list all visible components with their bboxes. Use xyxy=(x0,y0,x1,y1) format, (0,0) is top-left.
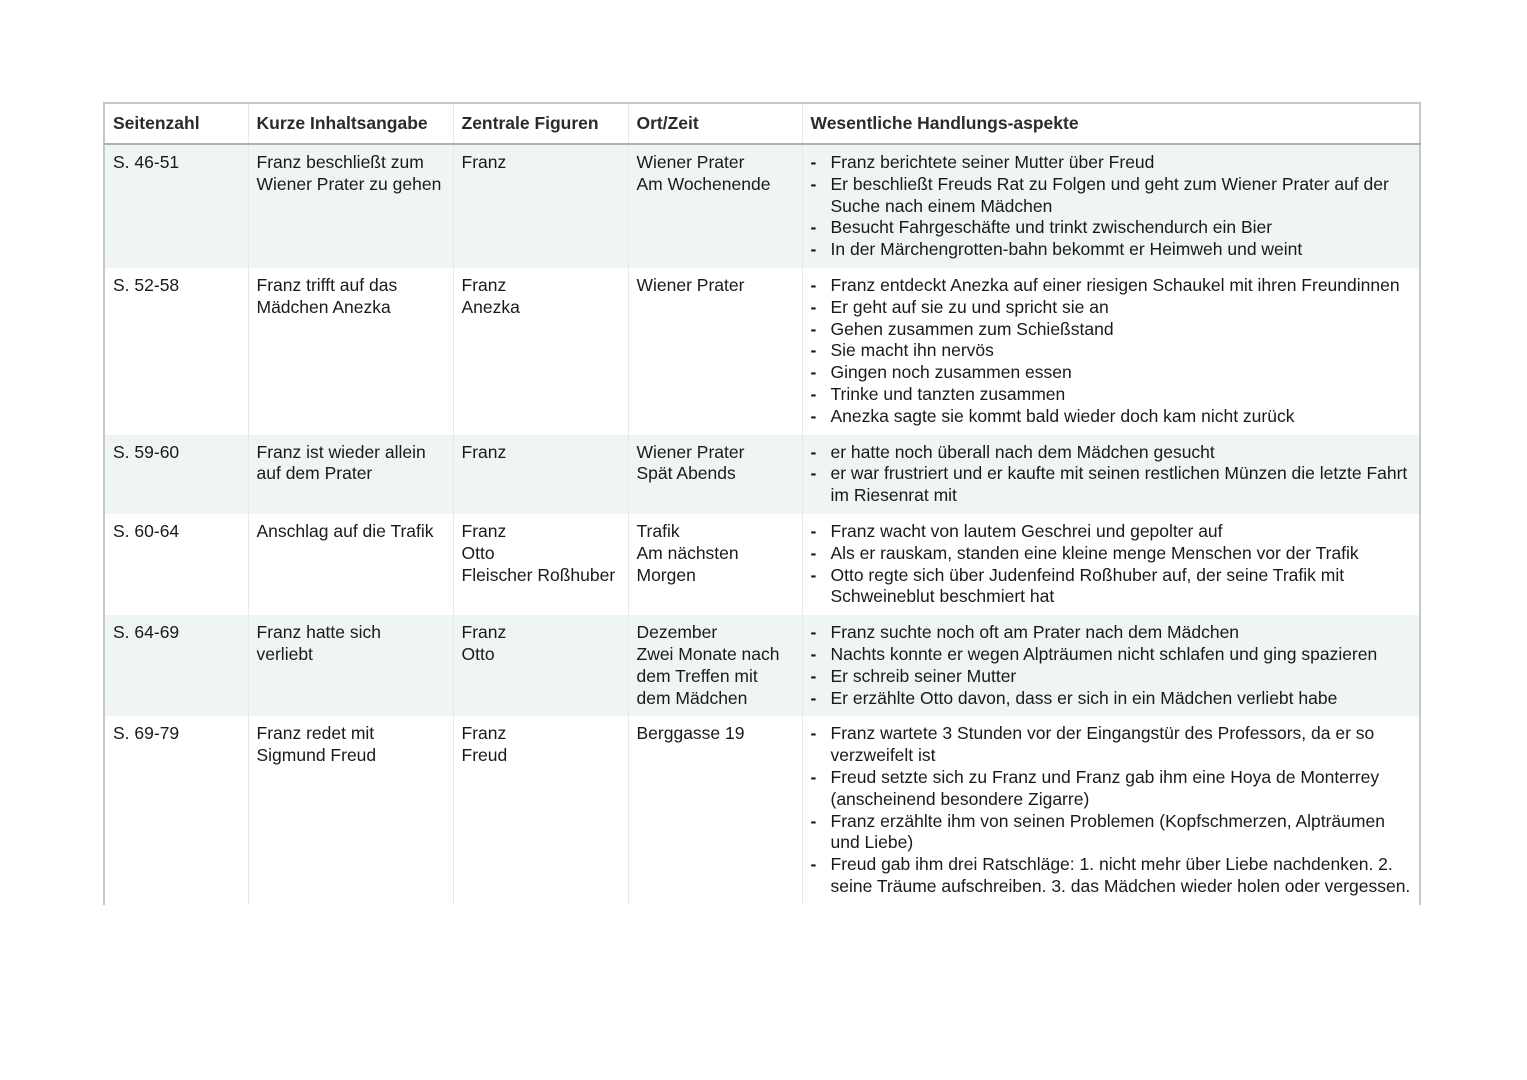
aspect-item xyxy=(811,644,1413,666)
character-name: Anezka xyxy=(461,296,520,317)
aspect-item xyxy=(811,565,1413,609)
cell-ort-zeit xyxy=(628,716,802,904)
place-time-line: Am nächsten xyxy=(636,542,739,563)
summary-line: Franz hatte sich xyxy=(256,622,381,643)
cell-ort-zeit xyxy=(628,435,802,514)
bullet-dash-icon: - xyxy=(810,217,817,238)
aspect-text: er war frustriert und er kaufte mit seinen restlichen Münzen die letzte Fahrt im Riesenrat mit xyxy=(830,463,1408,506)
summary-line: Sigmund Freud xyxy=(256,745,377,766)
character-name: Fleischer Roßhuber xyxy=(461,564,616,585)
chapter-summary-table xyxy=(103,102,1421,905)
character-name: Otto xyxy=(461,643,495,664)
aspect-text: Gingen noch zusammen essen xyxy=(830,362,1072,383)
aspect-item xyxy=(811,275,1413,297)
aspect-text: Er geht auf sie zu und spricht sie an xyxy=(830,296,1109,317)
bullet-dash-icon: - xyxy=(810,622,817,643)
summary-line: Anschlag auf die Trafik xyxy=(256,520,434,541)
page-range: S. 64-69 xyxy=(113,622,180,643)
cell-seitenzahl xyxy=(104,268,248,435)
aspect-item xyxy=(811,767,1413,811)
cell-inhaltsangabe xyxy=(248,615,453,716)
summary-line: Mädchen Anezka xyxy=(256,296,391,317)
bullet-dash-icon: - xyxy=(810,463,817,484)
cell-figuren xyxy=(453,268,628,435)
aspect-list xyxy=(811,723,1413,897)
table-body xyxy=(104,144,1420,905)
aspect-text: Otto regte sich über Judenfeind Roßhuber auf, der seine Trafik mit Schweineblut beschmiert hat xyxy=(830,564,1345,607)
table-header xyxy=(104,103,1420,144)
aspect-item xyxy=(811,521,1413,543)
aspect-item xyxy=(811,406,1413,428)
aspect-item xyxy=(811,297,1413,319)
header-handlungsaspekte: Wesentliche Handlungs-aspekte xyxy=(802,103,1420,144)
cell-figuren xyxy=(453,615,628,716)
aspect-text: Franz erzählte ihm von seinen Problemen (Kopfschmerzen, Alpträumen und Liebe) xyxy=(830,810,1385,853)
cell-ort-zeit xyxy=(628,268,802,435)
summary-line: Franz redet mit xyxy=(256,723,375,744)
place-time-line: dem Treffen mit xyxy=(636,665,758,686)
place-time-line: Wiener Prater xyxy=(636,274,745,295)
bullet-dash-icon: - xyxy=(810,405,817,426)
aspect-text: er hatte noch überall nach dem Mädchen gesucht xyxy=(830,441,1215,462)
cell-ort-zeit xyxy=(628,615,802,716)
aspect-text: Er beschließt Freuds Rat zu Folgen und geht zum Wiener Prater auf der Suche nach einem Mädchen xyxy=(830,173,1389,216)
aspect-item xyxy=(811,217,1413,239)
aspect-text: Anezka sagte sie kommt bald wieder doch kam nicht zurück xyxy=(830,405,1295,426)
bullet-dash-icon: - xyxy=(810,152,817,172)
aspect-item xyxy=(811,463,1413,507)
cell-ort-zeit xyxy=(628,144,802,268)
header-seitenzahl: Seitenzahl xyxy=(104,103,248,144)
cell-figuren xyxy=(453,435,628,514)
character-name: Franz xyxy=(461,520,507,541)
character-name: Otto xyxy=(461,542,495,563)
aspect-list xyxy=(811,622,1413,709)
bullet-dash-icon: - xyxy=(810,542,817,563)
cell-figuren xyxy=(453,144,628,268)
place-time-line: Wiener Prater xyxy=(636,441,745,462)
aspect-item xyxy=(811,666,1413,688)
aspect-text: Franz wartete 3 Stunden vor der Eingangstür des Professors, da er so verzweifelt ist xyxy=(830,723,1375,766)
bullet-dash-icon: - xyxy=(810,296,817,317)
character-name: Franz xyxy=(461,622,507,643)
place-time-line: Wiener Prater xyxy=(636,152,745,172)
header-zentrale-figuren: Zentrale Figuren xyxy=(453,103,628,144)
table-row xyxy=(104,268,1420,435)
bullet-dash-icon: - xyxy=(810,854,817,875)
summary-sheet xyxy=(103,102,1419,905)
bullet-dash-icon: - xyxy=(810,239,817,260)
aspect-item xyxy=(811,362,1413,384)
summary-line: auf dem Prater xyxy=(256,463,373,484)
aspect-list xyxy=(811,152,1413,261)
bullet-dash-icon: - xyxy=(810,687,817,708)
cell-seitenzahl xyxy=(104,514,248,615)
bullet-dash-icon: - xyxy=(810,383,817,404)
bullet-dash-icon: - xyxy=(810,665,817,686)
cell-handlungsaspekte xyxy=(802,514,1420,615)
character-name: Franz xyxy=(461,274,507,295)
cell-handlungsaspekte xyxy=(802,435,1420,514)
aspect-text: Freud gab ihm drei Ratschläge: 1. nicht mehr über Liebe nachdenken. 2. seine Träume aufschreiben. 3. das Mädchen wieder holen oder vergessen. xyxy=(830,854,1411,896)
place-time-line: Spät Abends xyxy=(636,463,736,484)
aspect-list xyxy=(811,442,1413,507)
bullet-dash-icon: - xyxy=(810,564,817,585)
summary-line: Franz beschließt zum xyxy=(256,152,424,172)
bullet-dash-icon: - xyxy=(810,810,817,831)
aspect-item xyxy=(811,854,1413,898)
aspect-text: Besucht Fahrgeschäfte und trinkt zwischendurch ein Bier xyxy=(830,217,1273,238)
table-row xyxy=(104,615,1420,716)
bullet-dash-icon: - xyxy=(810,723,817,744)
cell-handlungsaspekte xyxy=(802,268,1420,435)
aspect-item xyxy=(811,384,1413,406)
aspect-list xyxy=(811,521,1413,608)
place-time-line: Am Wochenende xyxy=(636,173,771,194)
character-name: Franz xyxy=(461,152,507,172)
header-kurze-inhaltsangabe: Kurze Inhaltsangabe xyxy=(248,103,453,144)
page-range: S. 69-79 xyxy=(113,723,180,744)
page-range: S. 60-64 xyxy=(113,520,180,541)
cell-inhaltsangabe xyxy=(248,435,453,514)
place-time-line: Trafik xyxy=(636,520,680,541)
cell-seitenzahl xyxy=(104,716,248,904)
aspect-item xyxy=(811,340,1413,362)
cell-seitenzahl xyxy=(104,144,248,268)
cell-inhaltsangabe xyxy=(248,716,453,904)
cell-handlungsaspekte xyxy=(802,716,1420,904)
bullet-dash-icon: - xyxy=(810,318,817,339)
place-time-line: Morgen xyxy=(636,564,696,585)
cell-figuren xyxy=(453,716,628,904)
character-name: Franz xyxy=(461,441,507,462)
summary-line: Franz trifft auf das xyxy=(256,274,398,295)
cell-seitenzahl xyxy=(104,435,248,514)
aspect-item xyxy=(811,811,1413,855)
bullet-dash-icon: - xyxy=(810,362,817,383)
cell-inhaltsangabe xyxy=(248,268,453,435)
aspect-item xyxy=(811,152,1413,174)
aspect-item xyxy=(811,688,1413,710)
summary-line: Franz ist wieder allein xyxy=(256,441,426,462)
cell-figuren xyxy=(453,514,628,615)
table-row xyxy=(104,716,1420,904)
page-range: S. 59-60 xyxy=(113,441,180,462)
page-range: S. 46-51 xyxy=(113,152,180,172)
cell-handlungsaspekte xyxy=(802,144,1420,268)
aspect-text: Trinke und tanzten zusammen xyxy=(830,383,1066,404)
aspect-item xyxy=(811,442,1413,464)
aspect-item xyxy=(811,239,1413,261)
table-row xyxy=(104,514,1420,615)
summary-line: verliebt xyxy=(256,643,313,664)
aspect-text: Gehen zusammen zum Schießstand xyxy=(830,318,1114,339)
aspect-item xyxy=(811,622,1413,644)
place-time-line: Dezember xyxy=(636,622,718,643)
aspect-text: In der Märchengrotten-bahn bekommt er Heimweh und weint xyxy=(830,239,1303,260)
aspect-list xyxy=(811,275,1413,428)
bullet-dash-icon: - xyxy=(810,340,817,361)
character-name: Freud xyxy=(461,745,508,766)
cell-handlungsaspekte xyxy=(802,615,1420,716)
aspect-text: Er schreib seiner Mutter xyxy=(830,665,1017,686)
summary-line: Wiener Prater zu gehen xyxy=(256,173,442,194)
aspect-text: Freud setzte sich zu Franz und Franz gab ihm eine Hoya de Monterrey (anscheinend besondere Zigarre) xyxy=(830,766,1380,809)
bullet-dash-icon: - xyxy=(810,643,817,664)
aspect-text: Franz entdeckt Anezka auf einer riesigen Schaukel mit ihren Freundinnen xyxy=(830,274,1400,295)
bullet-dash-icon: - xyxy=(810,766,817,787)
aspect-text: Er erzählte Otto davon, dass er sich in ein Mädchen verliebt habe xyxy=(830,687,1338,708)
place-time-line: Zwei Monate nach xyxy=(636,643,780,664)
cell-inhaltsangabe xyxy=(248,144,453,268)
bullet-dash-icon: - xyxy=(810,520,817,541)
bullet-dash-icon: - xyxy=(810,441,817,462)
place-time-line: dem Mädchen xyxy=(636,687,748,708)
aspect-text: Franz suchte noch oft am Prater nach dem Mädchen xyxy=(830,622,1240,643)
header-row xyxy=(104,103,1420,144)
table-row xyxy=(104,144,1420,268)
header-ort-zeit: Ort/Zeit xyxy=(628,103,802,144)
character-name: Franz xyxy=(461,723,507,744)
cell-seitenzahl xyxy=(104,615,248,716)
aspect-item xyxy=(811,723,1413,767)
page-range: S. 52-58 xyxy=(113,274,180,295)
aspect-text: Nachts konnte er wegen Alpträumen nicht schlafen und ging spazieren xyxy=(830,643,1378,664)
aspect-text: Sie macht ihn nervös xyxy=(830,340,994,361)
bullet-dash-icon: - xyxy=(810,274,817,295)
bullet-dash-icon: - xyxy=(810,173,817,194)
cell-ort-zeit xyxy=(628,514,802,615)
aspect-text: Franz wacht von lautem Geschrei und gepolter auf xyxy=(830,520,1223,541)
aspect-text: Franz berichtete seiner Mutter über Freud xyxy=(830,152,1155,172)
place-time-line: Berggasse 19 xyxy=(636,723,745,744)
cell-inhaltsangabe xyxy=(248,514,453,615)
aspect-item xyxy=(811,543,1413,565)
aspect-item xyxy=(811,174,1413,218)
aspect-text: Als er rauskam, standen eine kleine menge Menschen vor der Trafik xyxy=(830,542,1359,563)
aspect-item xyxy=(811,319,1413,341)
table-row xyxy=(104,435,1420,514)
